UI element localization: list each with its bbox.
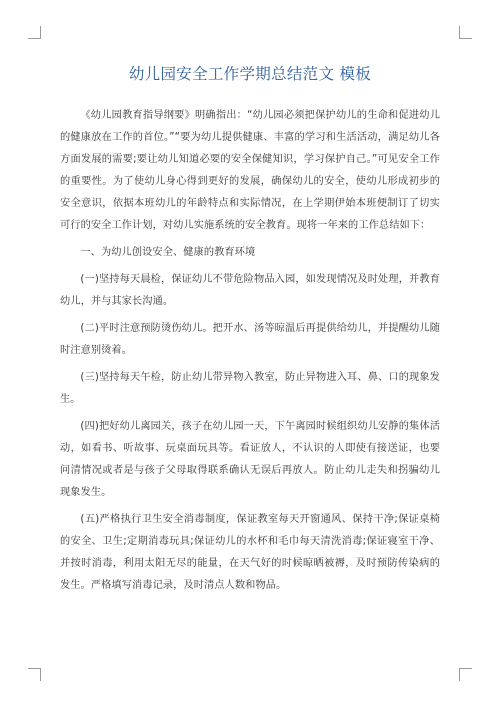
item-paragraph-5: (五)严格执行卫生安全消毒制度，保证教室每天开窗通风、保持干净;保证桌椅的安全、卫生;定期消毒玩具;保证幼儿的水杯和毛巾每天清洗消毒;保证寝室干净、并按时消毒，利用太阳无尽的能量，在天气好的时候晾晒被褥，及时预防传染病的发生。严格填写消毒记录，及时清点人数和物品。 xyxy=(60,514,440,591)
crop-mark-top-right xyxy=(459,26,472,39)
section-heading: 一、为幼儿创设安全、健康的教育环境 xyxy=(80,247,256,258)
crop-mark-top-left xyxy=(28,26,41,39)
item-paragraph-4: (四)把好幼儿离园关，孩子在幼儿园一天，下午离园时候组织幼儿安静的集体活动，如看书、听故事、玩桌面玩具等。看证放人，不认识的人即使有接送证，也要问清情况或者是与孩子父母取得联系确认无误后再放人。防止幼儿走失和拐骗幼儿现象发生。 xyxy=(60,421,440,498)
document-page xyxy=(60,62,440,602)
item-paragraph-2: (二)平时注意预防烫伤幼儿。把开水、汤等晾温后再提供给幼儿，并提醒幼儿随时注意别烫着。 xyxy=(60,323,440,356)
crop-mark-bottom-left xyxy=(28,668,41,681)
item-paragraph-3: (三)坚持每天午检，防止幼儿带异物入教室，防止异物进入耳、鼻、口的现象发生。 xyxy=(60,372,440,405)
crop-mark-bottom-right xyxy=(459,668,472,681)
document-title: 幼儿园安全工作学期总结范文 模板 xyxy=(128,65,372,83)
intro-paragraph: 《幼儿园教育指导纲要》明确指出：“幼儿园必须把保护幼儿的生命和促进幼儿的健康放在工作的首位。”“要为幼儿提供健康、丰富的学习和生活活动，满足幼儿各方面发展的需要;要让幼儿知道必要的安全保健知识，学习保护自己。”可见安全工作的重要性。为了使幼儿身心得到更好的发展，确保幼儿的安全，使幼儿形成初步的安全意识，依据本班幼儿的年龄特点和实际情况，在上学期伊始本班便制订了切实可行的安全工作计划，对幼儿实施系统的安全教育。现将一年来的工作总结如下： xyxy=(60,110,440,231)
item-paragraph-1: (一)坚持每天晨检，保证幼儿不带危险物品入园，如发现情况及时处理，并教育幼儿，并与其家长沟通。 xyxy=(60,274,440,307)
